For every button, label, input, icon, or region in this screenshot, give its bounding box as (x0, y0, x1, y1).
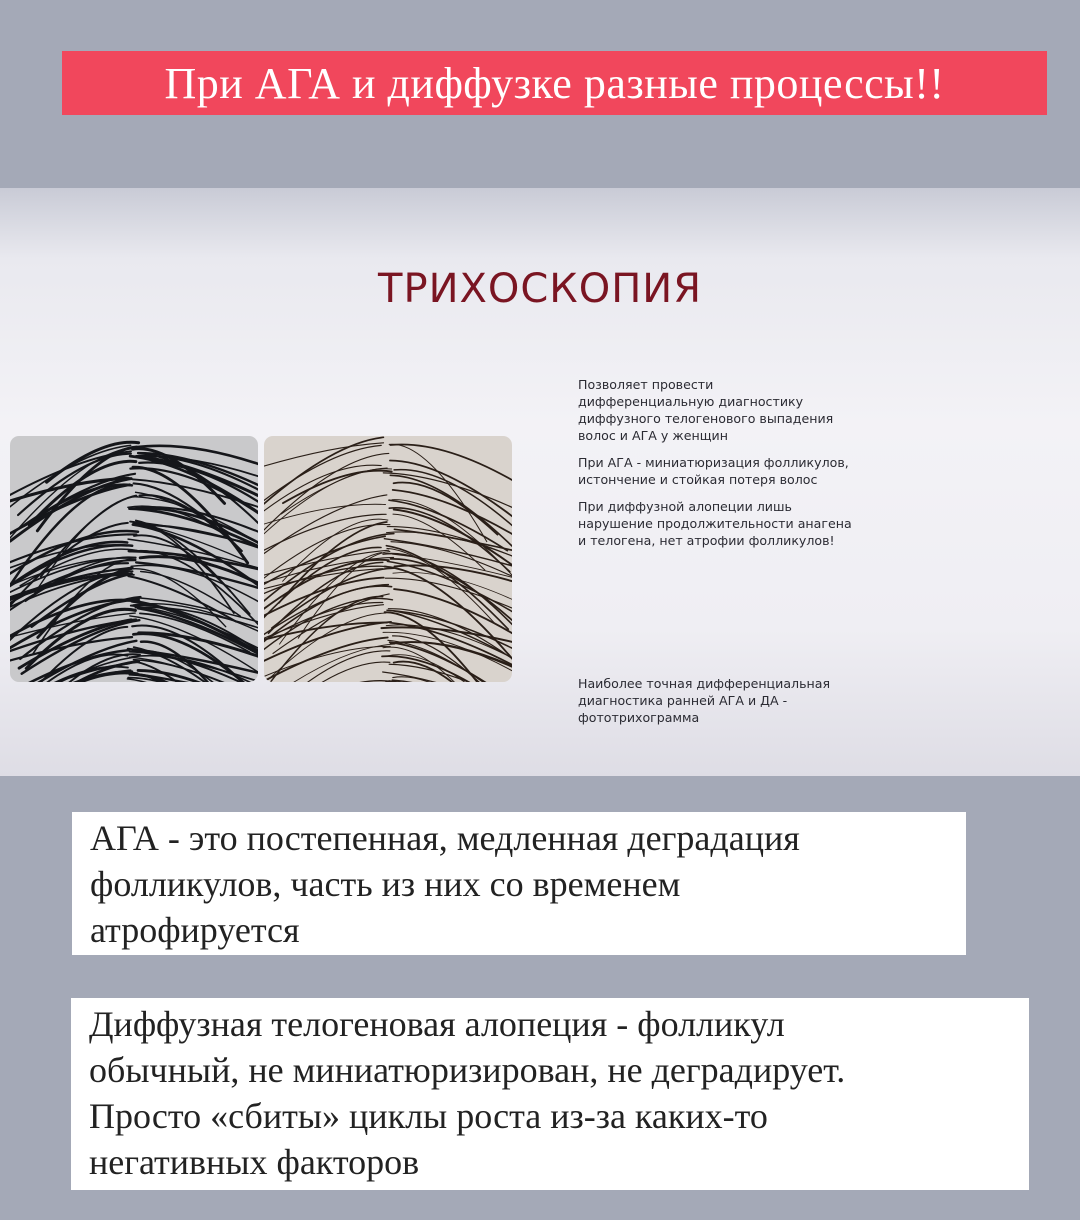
text-line: Наиболее точная дифференциальная (578, 676, 831, 691)
text-line: волос и АГА у женщин (578, 428, 728, 443)
slide-description (578, 376, 1048, 559)
caption-line: АГА - это постепенная, медленная деградация (90, 818, 800, 858)
trichoscopy-photo-aga (10, 436, 258, 682)
text-line: и телогена, нет атрофии фолликулов! (578, 533, 835, 548)
text-line: диффузного телогенового выпадения (578, 411, 834, 426)
caption-line: фолликулов, часть из них со временем (90, 864, 681, 904)
caption-line: Диффузная телогеновая алопеция - фолликул (89, 1004, 785, 1044)
trichoscopy-photo-diffuse (264, 436, 512, 682)
text-line: дифференциальную диагностику (578, 394, 804, 409)
caption-card-diffuse (71, 998, 1029, 1190)
caption-line: атрофируется (90, 910, 300, 950)
headline-banner: При АГА и диффузке разные процессы!! (62, 51, 1047, 115)
text-line: Позволяет провести (578, 377, 714, 392)
slide-title: ТРИХОСКОПИЯ (378, 266, 702, 312)
caption-card-aga (72, 812, 966, 955)
text-line: истончение и стойкая потеря волос (578, 472, 818, 487)
text-line: При диффузной алопеции лишь (578, 499, 792, 514)
caption-line: Просто «сбиты» циклы роста из-за каких-то (89, 1096, 768, 1136)
text-line: При АГА - миниатюризация фолликулов, (578, 455, 849, 470)
slide-paragraph-2 (578, 454, 1048, 488)
text-line: диагностика ранней АГА и ДА - (578, 693, 788, 708)
text-line: нарушение продолжительности анагена (578, 516, 852, 531)
caption-line: обычный, не миниатюризирован, не деградирует. (89, 1050, 846, 1090)
caption-line: негативных факторов (89, 1142, 420, 1182)
slide-paragraph-3 (578, 498, 1048, 549)
slide-conclusion (578, 675, 1048, 726)
presentation-slide (0, 188, 1080, 776)
slide-paragraph-1 (578, 376, 1048, 444)
text-line: фототрихограмма (578, 710, 700, 725)
